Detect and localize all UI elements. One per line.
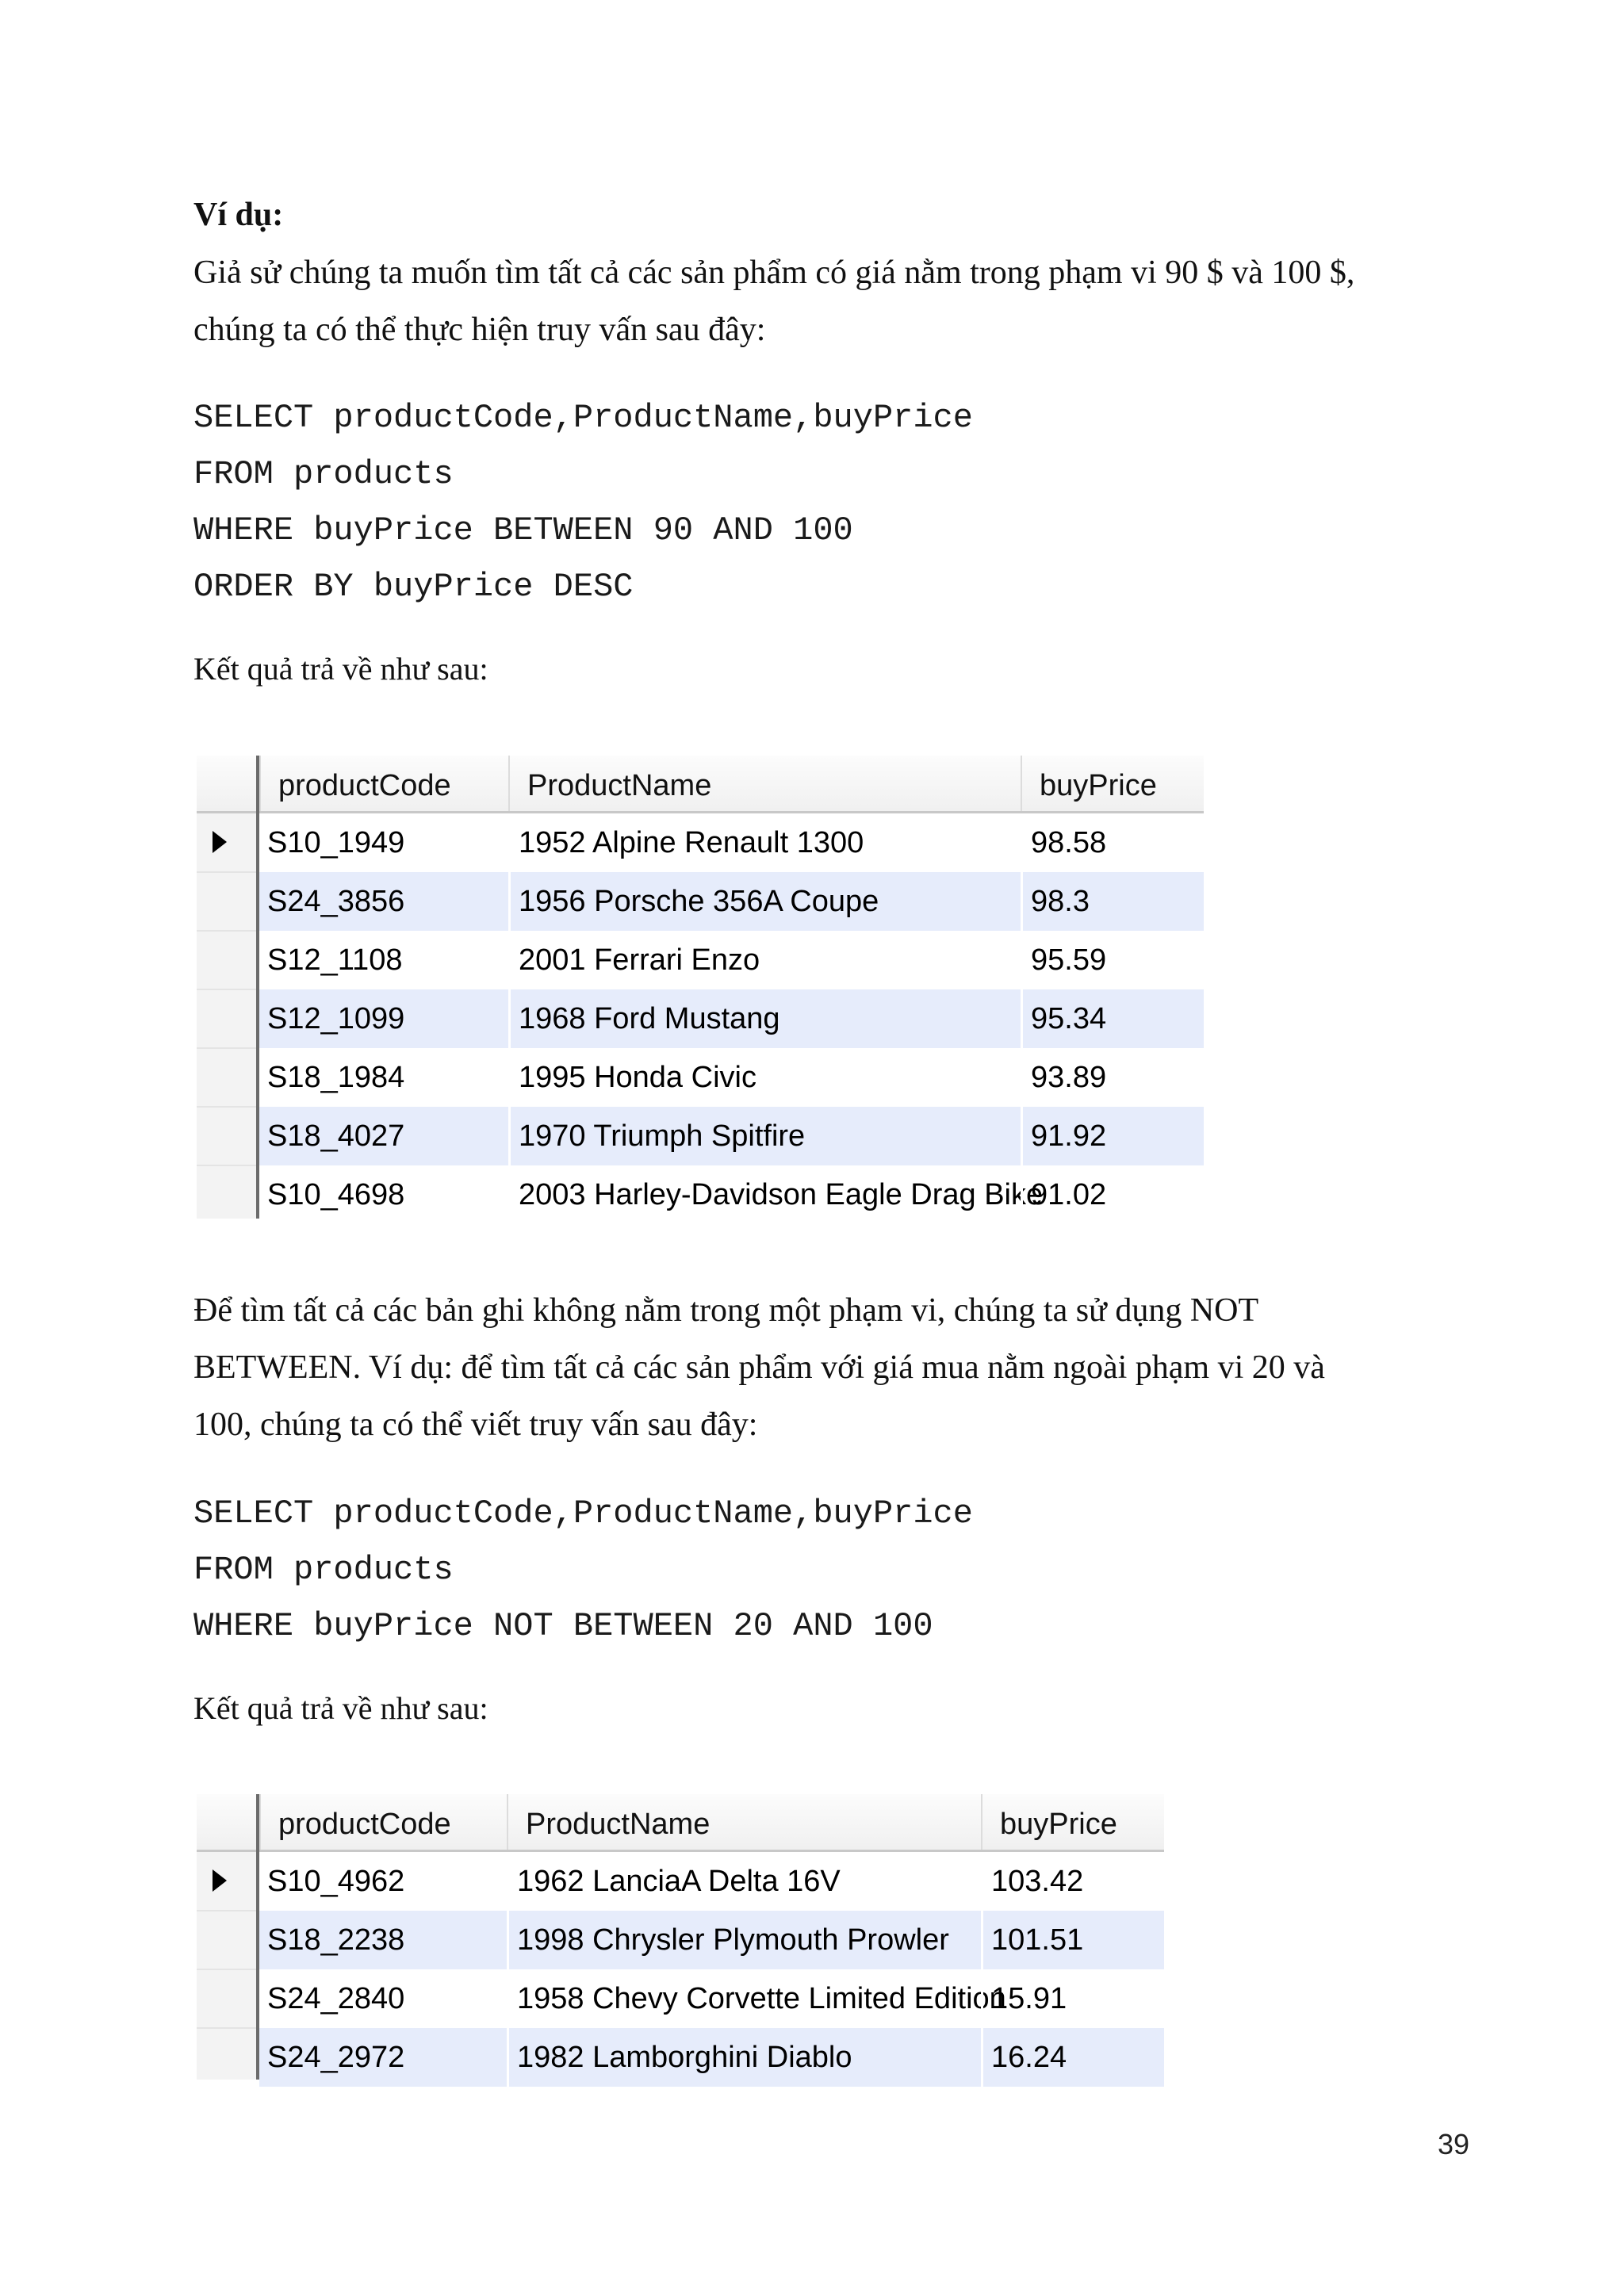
cell-productcode[interactable]: S24_3856 [267, 885, 405, 918]
table-row[interactable] [259, 872, 1204, 931]
code-line: FROM products [193, 1551, 454, 1589]
cell-productcode[interactable]: S10_4962 [267, 1865, 405, 1898]
cell-productcode[interactable]: S18_2238 [267, 1923, 405, 1957]
middle-line-1: Để tìm tất cả các bản ghi không nằm trong một phạm vi, chúng ta sử dụng NOT [193, 1292, 1259, 1329]
cell-productname[interactable]: 2003 Harley-Davidson Eagle Drag Bike [508, 1165, 1021, 1224]
row-divider [197, 930, 256, 932]
current-row-arrow-icon [213, 1869, 227, 1892]
table-row[interactable] [259, 1107, 1204, 1165]
middle-line-3: 100, chúng ta có thể viết truy vấn sau đây: [193, 1406, 758, 1443]
example-heading: Ví dụ: [193, 197, 284, 233]
sql-query-between [193, 390, 973, 615]
table-row[interactable] [259, 813, 1204, 872]
cell-productcode[interactable]: S12_1099 [267, 1002, 405, 1035]
cell-buyprice[interactable]: 93.89 [1021, 1048, 1204, 1107]
row-divider [197, 2027, 256, 2029]
page-number: 39 [1438, 2128, 1470, 2160]
grid-header [197, 1794, 1164, 1852]
cell-productcode[interactable]: S10_4698 [267, 1178, 405, 1211]
column-header-productname[interactable]: ProductName [508, 756, 1021, 811]
row-divider [197, 1910, 256, 1911]
cell-buyprice[interactable]: 95.34 [1021, 989, 1204, 1048]
result-grid-2 [197, 1794, 1164, 2080]
middle-line-2: BETWEEN. Ví dụ: để tìm tất cả các sản phẩm với giá mua nằm ngoài phạm vi 20 và [193, 1349, 1325, 1386]
current-row-arrow-icon [213, 831, 227, 853]
cell-productcode[interactable]: S18_4027 [267, 1119, 405, 1153]
row-divider [197, 989, 256, 990]
cell-buyprice[interactable]: 91.02 [1021, 1165, 1204, 1224]
code-line: SELECT productCode,ProductName,buyPrice [193, 399, 973, 437]
row-divider [197, 1969, 256, 1970]
table-row[interactable] [259, 2028, 1164, 2087]
column-header-productcode[interactable]: productCode [259, 1794, 507, 1850]
cell-buyprice[interactable]: 98.58 [1021, 813, 1204, 872]
intro-line-1: Giả sử chúng ta muốn tìm tất cả các sản phẩm có giá nằm trong phạm vi 90 $ và 100 $, [193, 254, 1355, 291]
column-header-buyprice[interactable]: buyPrice [981, 1794, 1164, 1850]
cell-productcode[interactable]: S12_1108 [267, 943, 403, 977]
cell-buyprice[interactable]: 103.42 [981, 1852, 1164, 1911]
column-header-productcode[interactable]: productCode [259, 756, 508, 811]
cell-buyprice[interactable]: 91.92 [1021, 1107, 1204, 1165]
result-label-2: Kết quả trả về như sau: [193, 1690, 488, 1726]
code-line: FROM products [193, 455, 454, 493]
cell-productname[interactable]: 1982 Lamborghini Diablo [507, 2028, 981, 2087]
row-divider [197, 871, 256, 873]
table-row[interactable] [259, 1911, 1164, 1969]
cell-productname[interactable]: 1968 Ford Mustang [508, 989, 1021, 1048]
sql-query-not-between [193, 1486, 973, 1655]
code-line: SELECT productCode,ProductName,buyPrice [193, 1494, 973, 1533]
result-label-1: Kết quả trả về như sau: [193, 651, 488, 687]
cell-productname[interactable]: 1962 LanciaA Delta 16V [507, 1852, 981, 1911]
row-divider [197, 1047, 256, 1049]
cell-productname[interactable]: 1995 Honda Civic [508, 1048, 1021, 1107]
code-line: ORDER BY buyPrice DESC [193, 568, 634, 606]
cell-productname[interactable]: 1956 Porsche 356A Coupe [508, 872, 1021, 931]
code-line: WHERE buyPrice NOT BETWEEN 20 AND 100 [193, 1607, 933, 1645]
cell-productcode[interactable]: S10_1949 [267, 826, 405, 859]
cell-productname[interactable]: 1970 Triumph Spitfire [508, 1107, 1021, 1165]
cell-productname[interactable]: 1998 Chrysler Plymouth Prowler [507, 1911, 981, 1969]
column-header-buyprice[interactable]: buyPrice [1021, 756, 1204, 811]
cell-buyprice[interactable]: 16.24 [981, 2028, 1164, 2087]
not-between-paragraph [193, 1282, 1446, 1453]
grid-header [197, 756, 1204, 813]
cell-buyprice[interactable]: 101.51 [981, 1911, 1164, 1969]
cell-productname[interactable]: 1952 Alpine Renault 1300 [508, 813, 1021, 872]
row-divider [197, 1165, 256, 1166]
row-divider [197, 1106, 256, 1108]
row-header-column [197, 756, 256, 1219]
code-line: WHERE buyPrice BETWEEN 90 AND 100 [193, 511, 853, 549]
table-row[interactable] [259, 1048, 1204, 1107]
table-row[interactable] [259, 1852, 1164, 1911]
cell-productname[interactable]: 2001 Ferrari Enzo [508, 931, 1021, 989]
cell-buyprice[interactable]: 95.59 [1021, 931, 1204, 989]
intro-line-2: chúng ta có thể thực hiện truy vấn sau đây: [193, 312, 766, 348]
cell-productcode[interactable]: S24_2972 [267, 2041, 405, 2074]
table-row[interactable] [259, 989, 1204, 1048]
result-grid-1 [197, 756, 1204, 1219]
cell-productcode[interactable]: S18_1984 [267, 1061, 405, 1094]
table-row[interactable] [259, 931, 1204, 989]
cell-productcode[interactable]: S24_2840 [267, 1982, 405, 2015]
table-row[interactable] [259, 1165, 1204, 1224]
intro-paragraph [193, 244, 1446, 358]
cell-productname[interactable]: 1958 Chevy Corvette Limited Edition [507, 1969, 981, 2028]
cell-buyprice[interactable]: 15.91 [981, 1969, 1164, 2028]
cell-buyprice[interactable]: 98.3 [1021, 872, 1204, 931]
table-row[interactable] [259, 1969, 1164, 2028]
column-header-productname[interactable]: ProductName [507, 1794, 981, 1850]
